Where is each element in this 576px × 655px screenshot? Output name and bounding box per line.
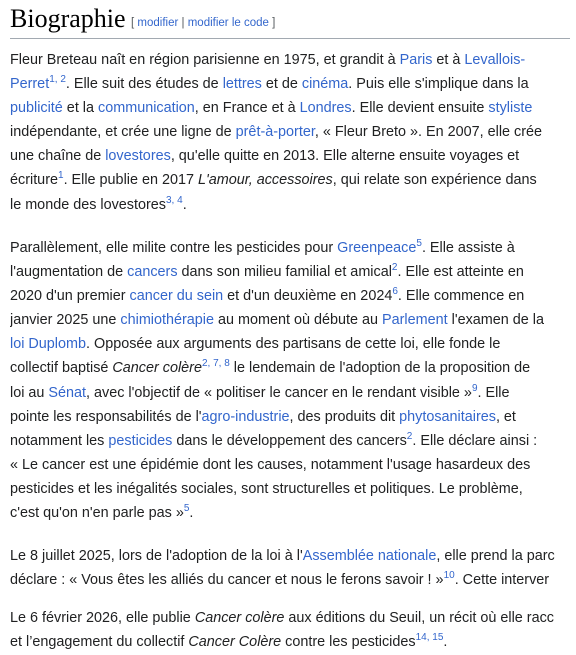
- article-section: [10, 0, 576, 655]
- text-run: dans le développement des cancers: [172, 432, 407, 449]
- text-run: .: [182, 196, 187, 213]
- text-run: écriture: [10, 172, 58, 189]
- text-run: , qu'elle quitte en 2013. Elle alterne ensuite voyages et: [170, 148, 520, 165]
- text-run: l'augmentation de: [10, 264, 128, 281]
- link-styliste[interactable]: styliste: [488, 100, 533, 117]
- text-run: . Elle commence en: [397, 288, 525, 305]
- citation-ref[interactable]: 1, 2: [49, 74, 66, 86]
- edit-link[interactable]: modifier: [137, 17, 179, 29]
- paragraph-early-life: [10, 48, 542, 217]
- text-run: notamment les: [10, 432, 109, 449]
- text-run: loi au: [10, 384, 49, 401]
- text-run: janvier 2025 une: [10, 312, 121, 329]
- link-chimiotherapie[interactable]: chimiothérapie: [120, 312, 215, 329]
- link-paris[interactable]: Paris: [399, 52, 433, 68]
- link-loi-duplomb[interactable]: loi Duplomb: [10, 336, 86, 353]
- text-run: Parallèlement, elle milite contre les pesticides pour: [10, 240, 338, 256]
- citation-ref[interactable]: 5: [416, 238, 422, 249]
- text-run: . Elle devient ensuite: [351, 100, 489, 117]
- text-run: . Elle suit des études de: [65, 76, 223, 93]
- link-cancer-du-sein[interactable]: cancer du sein: [129, 288, 224, 305]
- link-cinema[interactable]: cinéma: [301, 76, 349, 93]
- text-run: dans son milieu familial et amical: [177, 264, 392, 281]
- edit-code-link[interactable]: modifier le code: [187, 17, 269, 29]
- citation-ref[interactable]: 5: [183, 503, 190, 515]
- link-pesticides[interactable]: pesticides: [108, 432, 173, 449]
- text-run: aux éditions du Seuil, un récit où elle racc: [284, 610, 554, 626]
- paragraph-assembly: [10, 544, 555, 592]
- text-run: , et: [495, 408, 516, 425]
- edit-section-links: [131, 16, 275, 30]
- paragraph-publication: [10, 606, 554, 654]
- citation-ref[interactable]: 2, 7, 8: [201, 358, 230, 370]
- text-run: pesticides et les inégalités sociales, sont structurelles et politiques. Le problème,: [10, 480, 523, 497]
- link-lovestores[interactable]: lovestores: [105, 148, 171, 165]
- text-run: , elle prend la parc: [436, 548, 555, 564]
- link-communication[interactable]: communication: [98, 100, 195, 117]
- text-run: 2020 d'un premier: [10, 288, 130, 305]
- text-run: , en France et à: [194, 100, 300, 117]
- text-run: le lendemain de l'adoption de la proposition de: [229, 360, 531, 377]
- collective-name: Cancer colère: [112, 360, 202, 377]
- text-run: « Le cancer est une épidémie dont les causes, notamment l'usage hasardeux des: [10, 456, 531, 473]
- link-publicite[interactable]: publicité: [10, 100, 63, 117]
- text-run: . Elle publie en 2017: [63, 172, 198, 189]
- text-run: déclare : « Vous êtes les alliés du cancer et nous le ferons savoir ! »: [10, 572, 444, 589]
- text-run: collectif baptisé: [10, 360, 113, 377]
- link-pret-a-porter[interactable]: prêt-à-porter: [235, 124, 315, 141]
- citation-ref[interactable]: 6: [392, 286, 398, 298]
- link-levallois-perret[interactable]: Levallois- Perret: [10, 52, 526, 93]
- section-heading-row: [10, 0, 570, 39]
- text-run: contre les pesticides: [281, 634, 416, 651]
- link-phytosanitaires[interactable]: phytosanitaires: [399, 408, 496, 425]
- paragraph-activism: [10, 236, 544, 525]
- citation-ref[interactable]: 9: [471, 382, 478, 394]
- text-run: une chaîne de: [10, 148, 106, 165]
- citation-ref[interactable]: 2: [406, 430, 413, 442]
- text-run: . Cette interver: [454, 572, 550, 589]
- book-title: Cancer colère: [194, 610, 285, 626]
- link-londres[interactable]: Londres: [299, 100, 352, 117]
- text-run: , qui relate son expérience dans: [332, 172, 537, 189]
- citation-ref[interactable]: 3, 4: [166, 194, 183, 206]
- edit-bracket-open: [: [131, 17, 135, 29]
- text-run: . Opposée aux arguments des partisans de cette loi, elle fonde le: [86, 336, 501, 353]
- text-run: et à: [432, 52, 465, 68]
- text-run: et de: [261, 76, 302, 93]
- text-run: c'est qu'on n'en parle pas »: [10, 505, 184, 522]
- text-run: . Elle assiste à: [421, 240, 515, 256]
- text-run: au moment où débute au: [214, 312, 383, 329]
- link-senat[interactable]: Sénat: [48, 384, 87, 401]
- citation-ref[interactable]: 10: [443, 570, 455, 582]
- section-title: Biographie: [10, 4, 126, 33]
- text-run: et d'un deuxième en 2024: [223, 288, 393, 305]
- link-parlement[interactable]: Parlement: [382, 312, 448, 329]
- text-run: l'examen de la: [447, 312, 544, 329]
- text-run: , des produits dit: [289, 408, 400, 425]
- text-run: , « Fleur Breto ». En 2007, elle crée: [314, 124, 543, 141]
- text-run: . Elle: [477, 384, 510, 401]
- text-run: . Elle est atteinte en: [397, 264, 524, 281]
- text-run: . Elle déclare ainsi :: [412, 432, 538, 449]
- link-cancers[interactable]: cancers: [127, 264, 178, 281]
- link-lettres[interactable]: lettres: [222, 76, 262, 93]
- text-run: pointe les responsabilités de l': [10, 408, 202, 425]
- text-run: . Puis elle s'implique dans la: [348, 76, 529, 93]
- text-run: indépendante, et crée une ligne de: [10, 124, 236, 141]
- text-run: le monde des lovestores: [10, 196, 166, 213]
- text-run: Le 6 février 2026, elle publie: [10, 610, 195, 626]
- collective-name: Cancer Colère: [188, 634, 282, 651]
- citation-ref[interactable]: 1: [58, 170, 64, 182]
- link-assemblee-nationale[interactable]: Assemblée nationale: [302, 548, 437, 564]
- citation-ref[interactable]: 2: [391, 262, 398, 274]
- link-greenpeace[interactable]: Greenpeace: [337, 240, 417, 256]
- text-run: .: [443, 634, 448, 651]
- citation-ref[interactable]: 14, 15: [415, 632, 444, 644]
- text-run: et l’engagement du collectif: [10, 634, 189, 651]
- link-agro-industrie[interactable]: agro-industrie: [201, 408, 290, 425]
- text-run: , avec l'objectif de « politiser le cancer en le rendant visible »: [86, 384, 472, 401]
- text-run: Le 8 juillet 2025, lors de l'adoption de la loi à l': [10, 548, 303, 564]
- text-run: Fleur Breteau naît en région parisienne en 1975, et grandit à: [10, 52, 400, 68]
- text-run: et la: [62, 100, 99, 117]
- edit-bracket-close: ]: [272, 17, 276, 29]
- text-run: .: [189, 505, 194, 522]
- edit-separator: |: [181, 17, 185, 29]
- book-title: L'amour, accessoires: [197, 172, 333, 189]
